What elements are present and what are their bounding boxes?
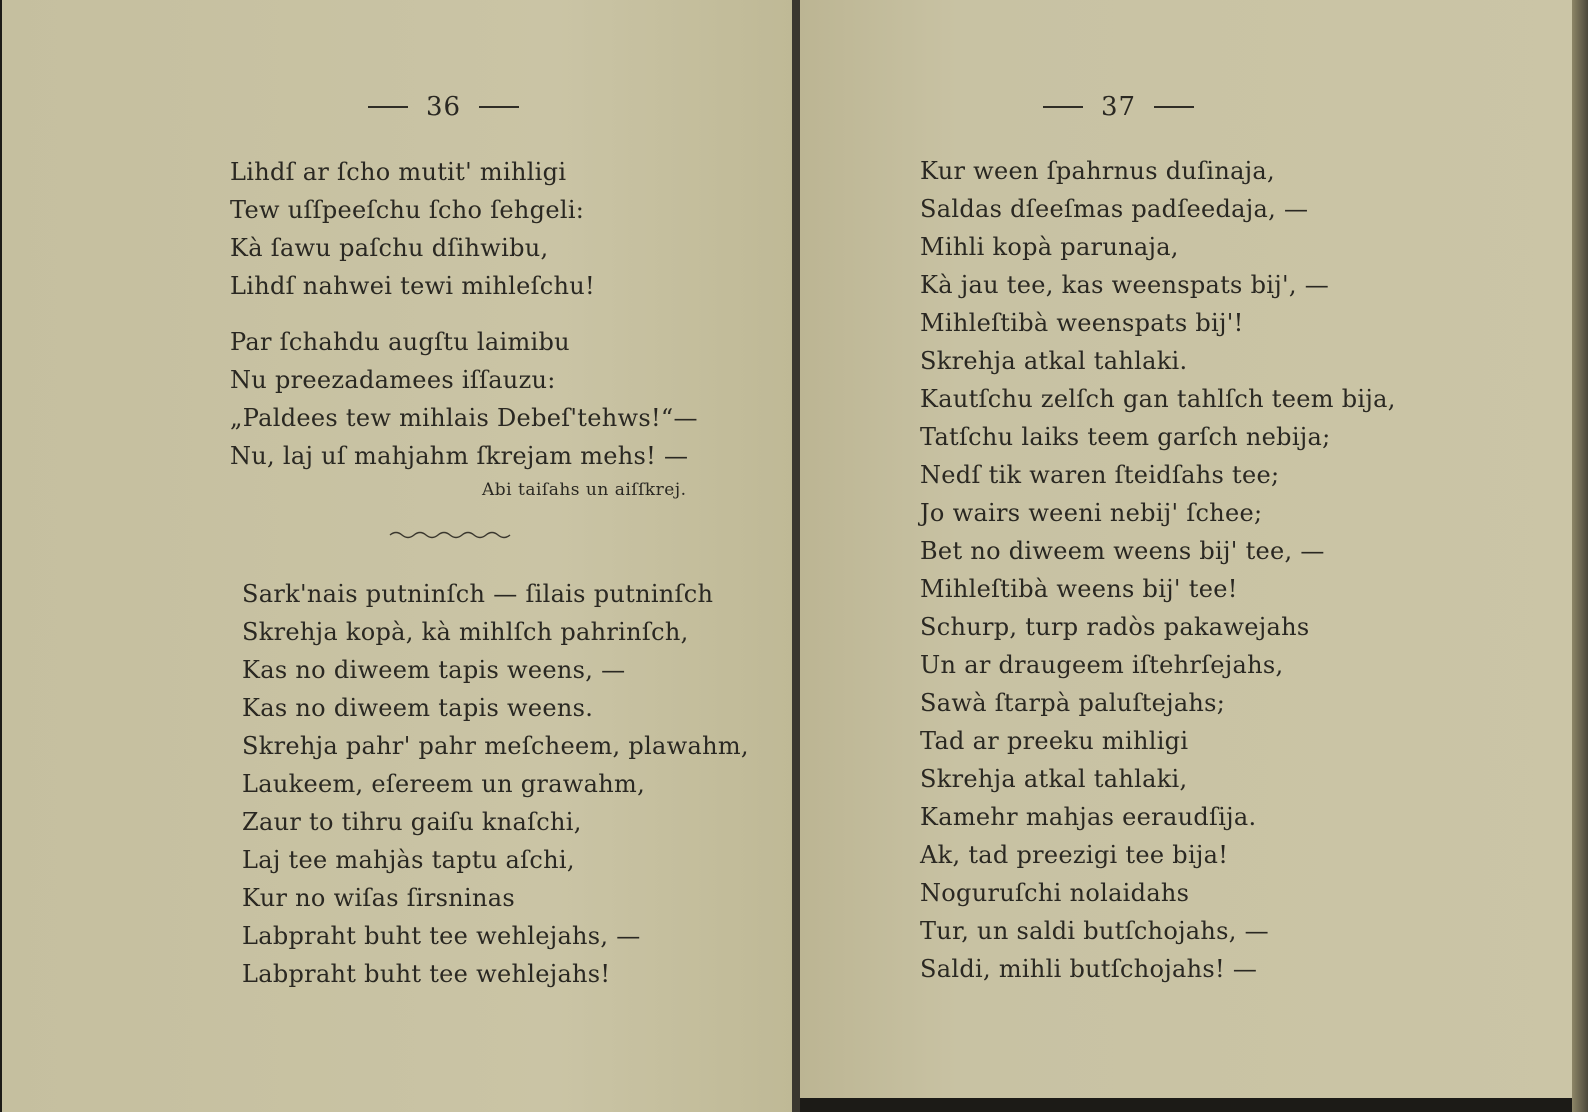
verse-line: Skrehja kopà, kà mihlſch pahrinſch, [242, 618, 689, 646]
dash-ornament [368, 106, 408, 108]
verse-line: Skrehja atkal tahlaki. [920, 347, 1188, 375]
verse-line: Nu, laj uſ mahjahm ſkrejam mehs! — [230, 442, 689, 470]
verse-line: Nedſ tik waren ſteidſahs tee; [920, 461, 1280, 489]
stanza [242, 575, 749, 993]
wave-divider-ornament [388, 528, 512, 542]
right-page [800, 0, 1588, 1098]
verse-line: Kà jau tee, kas weenspats bij', — [920, 271, 1330, 299]
verse-line: Un ar draugeem iſtehrſejahs, [920, 651, 1284, 679]
verse-line: Sawà ſtarpà paluſtejahs; [920, 689, 1226, 717]
verse-line: Jo wairs weeni nebij' ſchee; [920, 499, 1263, 527]
verse-line: Kautſchu zelſch gan tahlſch teem bija, [920, 385, 1396, 413]
left-page [2, 0, 794, 1112]
dash-ornament [479, 106, 519, 108]
verse-line: Par ſchahdu augſtu laimibu [230, 328, 570, 356]
verse-line: Mihleſtibà weenspats bij'! [920, 309, 1244, 337]
verse-line: „Paldees tew mihlais Debeſ'tehws!“— [230, 404, 698, 432]
verse-line: Laukeem, eſereem un grawahm, [242, 770, 646, 798]
verse-line: Tur, un saldi butſchojahs, — [920, 917, 1269, 945]
verse-line: Laj tee mahjàs taptu aſchi, [242, 846, 575, 874]
verse-line: Saldas dſeeſmas padſeedaja, — [920, 195, 1309, 223]
dash-ornament [1043, 106, 1083, 108]
verse-line: Tad ar preeku mihligi [920, 727, 1189, 755]
verse-line: Labpraht buht tee wehlejahs! [242, 960, 611, 988]
verse-line: Kà ſawu paſchu dſihwibu, [230, 234, 549, 262]
page-number-left [368, 92, 519, 122]
verse-line: Kur no wiſas ſirsninas [242, 884, 516, 912]
verse-line: Zaur to tihru gaiſu knaſchi, [242, 808, 582, 836]
verse-line: Tew uſſpeeſchu ſcho ſehgeli: [230, 196, 585, 224]
book-edge [1572, 0, 1588, 1112]
verse-line: Labpraht buht tee wehlejahs, — [242, 922, 641, 950]
stanza [920, 152, 1396, 988]
verse-line: Skrehja atkal tahlaki, [920, 765, 1188, 793]
page-number-right [1043, 92, 1194, 122]
book-gutter [792, 0, 800, 1112]
page-number-text: 36 [426, 92, 462, 122]
stage-direction: Abi taiſahs un aiſſkrej. [482, 480, 687, 500]
dash-ornament [1154, 106, 1194, 108]
verse-line: Bet no diweem weens bij' tee, — [920, 537, 1325, 565]
verse-line: Kamehr mahjas eeraudſija. [920, 803, 1257, 831]
verse-line: Kur ween ſpahrnus duſinaja, [920, 157, 1275, 185]
verse-line: Lihdſ ar ſcho mutit' mihligi [230, 158, 567, 186]
verse-line: Schurp, turp radòs pakawejahs [920, 613, 1310, 641]
verse-line: Nu preezadamees iſſauzu: [230, 366, 556, 394]
verse-line: Kas no diweem tapis weens, — [242, 656, 626, 684]
page-number-text: 37 [1101, 92, 1137, 122]
verse-line: Mihleſtibà weens bij' tee! [920, 575, 1238, 603]
verse-line: Tatſchu laiks teem garſch nebija; [920, 423, 1331, 451]
verse-line: Noguruſchi nolaidahs [920, 879, 1190, 907]
stanza [230, 153, 595, 305]
stanza [230, 323, 698, 475]
verse-line: Skrehja pahr' pahr meſcheem, plawahm, [242, 732, 749, 760]
verse-line: Ak, tad preezigi tee bija! [920, 841, 1229, 869]
verse-line: Saldi, mihli butſchojahs! — [920, 955, 1258, 983]
verse-line: Kas no diweem tapis weens. [242, 694, 594, 722]
verse-line: Mihli kopà parunaja, [920, 233, 1179, 261]
verse-line: Lihdſ nahwei tewi mihleſchu! [230, 272, 595, 300]
verse-line: Sark'nais putninſch — ſilais putninſch [242, 580, 714, 608]
